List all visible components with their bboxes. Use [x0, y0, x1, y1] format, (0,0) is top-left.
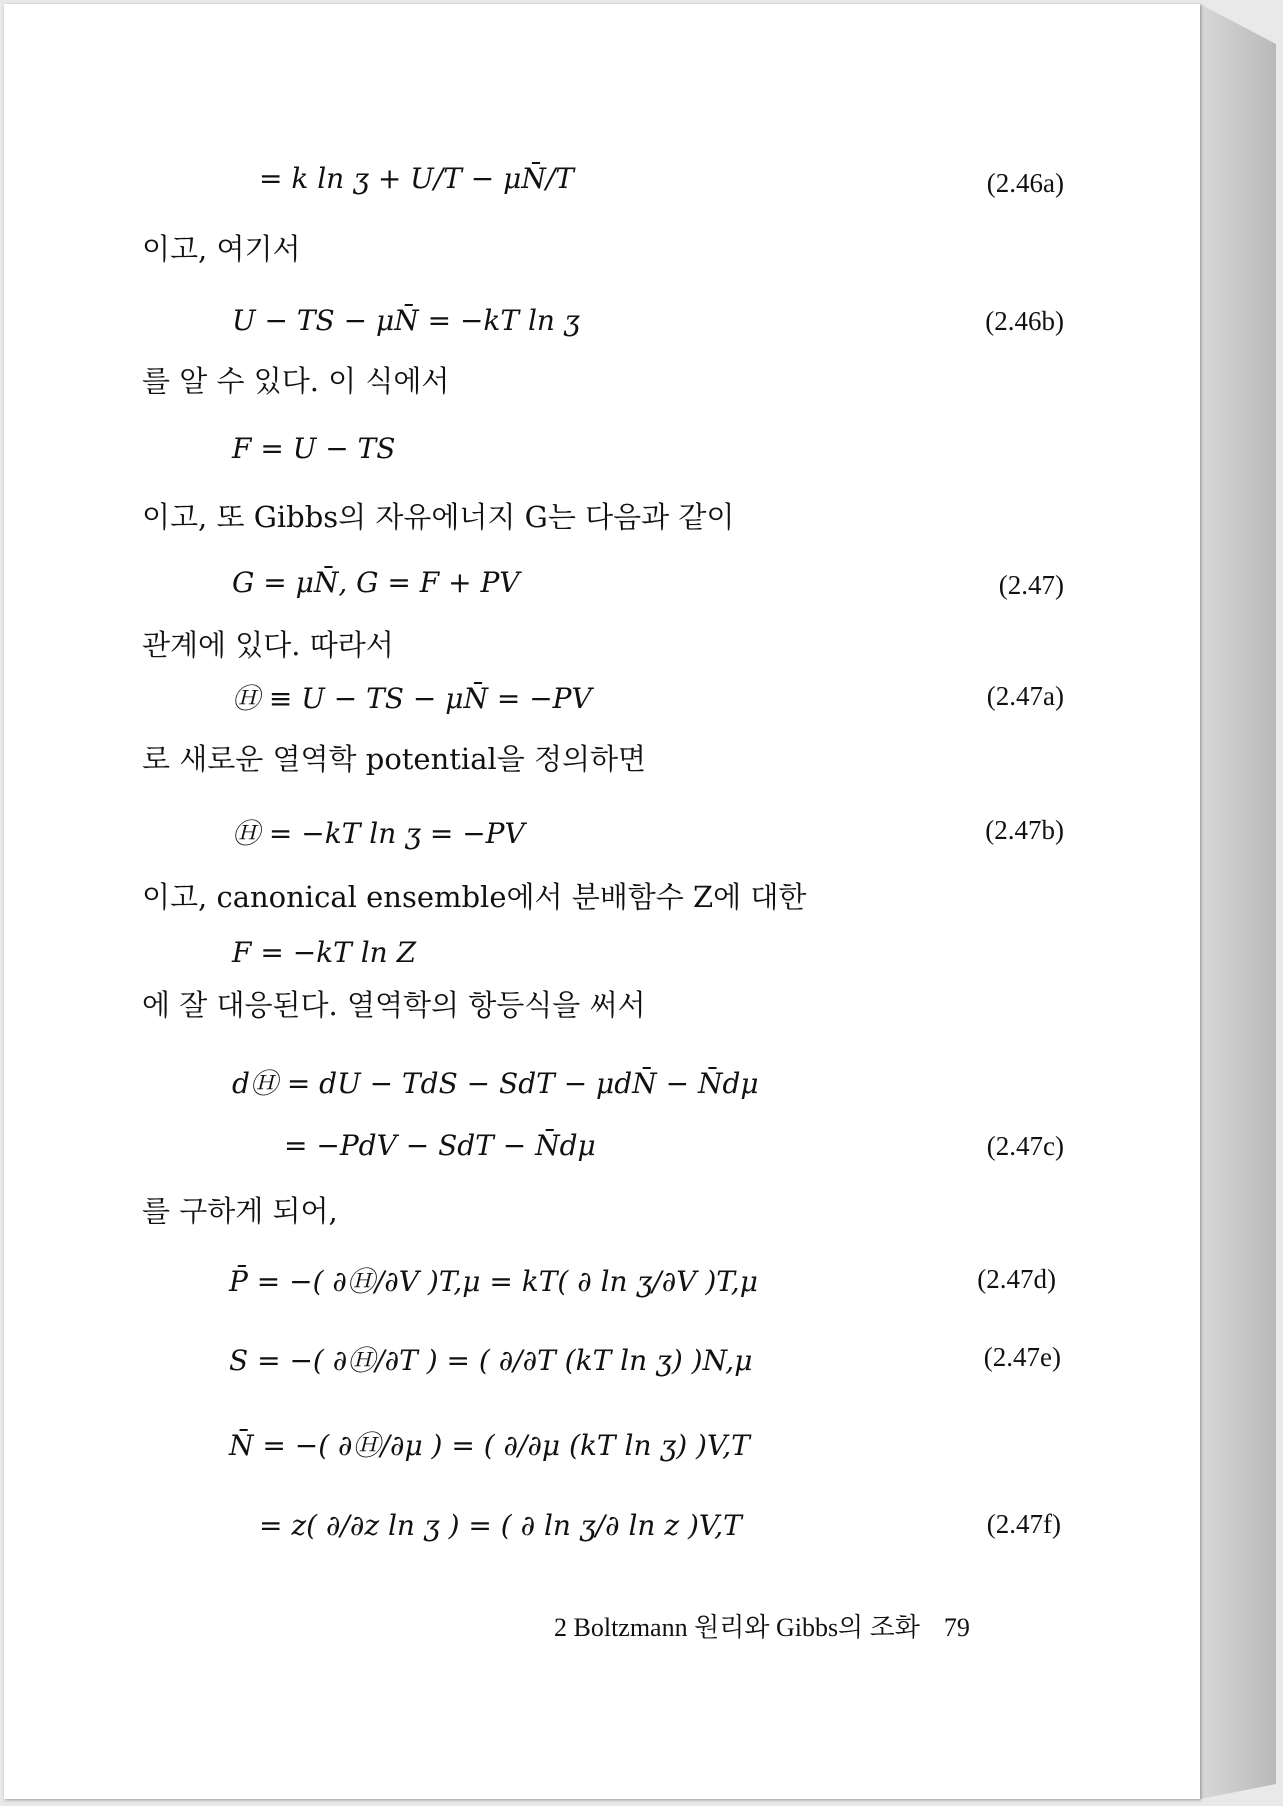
page-edge: [1200, 4, 1276, 1799]
text-line: 이고, canonical ensemble에서 분배함수 Z에 대한: [142, 880, 807, 914]
text-line: 를 구하게 되어,: [142, 1194, 338, 1228]
equation-canonical: F = −kT ln Z: [232, 936, 417, 969]
equation-number: (2.47e): [983, 1342, 1061, 1372]
text-line: 를 알 수 있다. 이 식에서: [142, 364, 450, 398]
equation-2-46a: = k ln ʒ + U/T − μN̄/T: [259, 162, 574, 195]
equation-2-47d: P̄ = −( ∂Ⓗ/∂V )T,μ = kT( ∂ ln ʒ/∂V )T,μ: [229, 1265, 758, 1298]
equation-number: (2.47f): [986, 1509, 1061, 1539]
equation-particle-number: N̄ = −( ∂Ⓗ/∂μ ) = ( ∂/∂μ (kT ln ʒ) )V,T: [229, 1429, 750, 1462]
equation-free-energy: F = U − TS: [232, 432, 396, 465]
equation-number: (2.47): [998, 570, 1064, 600]
text-line: 로 새로운 열역학 potential을 정의하면: [142, 742, 647, 776]
equation-number: (2.47d): [977, 1264, 1056, 1294]
equation-2-47f: = z( ∂/∂z ln ʒ ) = ( ∂ ln ʒ/∂ ln z )V,T: [259, 1509, 742, 1542]
equation-2-47a: Ⓗ ≡ U − TS − μN̄ = −PV: [232, 682, 592, 715]
equation-number: (2.46b): [985, 306, 1064, 336]
text-line: 에 잘 대응된다. 열역학의 항등식을 써서: [142, 988, 646, 1022]
text-line: 이고, 여기서: [142, 232, 301, 266]
equation-2-47c: = −PdV − SdT − N̄dμ: [284, 1129, 596, 1162]
equation-2-46b: U − TS − μN̄ = −kT ln ʒ: [232, 304, 580, 337]
equation-2-47b: Ⓗ = −kT ln ʒ = −PV: [232, 817, 525, 850]
page-number: 79: [943, 1613, 970, 1642]
text-line: 이고, 또 Gibbs의 자유에너지 G는 다음과 같이: [142, 500, 735, 534]
equation-number: (2.47a): [986, 681, 1064, 711]
text-line: 관계에 있다. 따라서: [142, 628, 394, 662]
page-footer: [554, 1607, 970, 1644]
book-page: [4, 4, 1200, 1799]
running-title: 2 Boltzmann 원리와 Gibbs의 조화: [554, 1613, 920, 1642]
equation-number: (2.47b): [985, 815, 1064, 845]
equation-2-47: G = μN̄, G = F + PV: [232, 566, 520, 599]
equation-differential: dⒽ = dU − TdS − SdT − μdN̄ − N̄dμ: [232, 1067, 759, 1100]
equation-number: (2.46a): [986, 168, 1064, 198]
equation-2-47e: S = −( ∂Ⓗ/∂T ) = ( ∂/∂T (kT ln ʒ) )N,μ: [229, 1344, 753, 1377]
equation-number: (2.47c): [986, 1131, 1064, 1161]
